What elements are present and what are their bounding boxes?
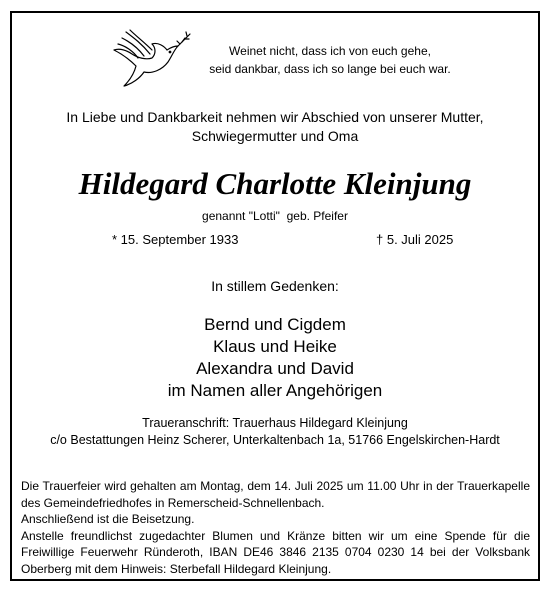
death-date: † 5. Juli 2025	[376, 232, 454, 247]
deceased-name: Hildegard Charlotte Kleinjung	[78, 166, 472, 201]
intro-text	[20, 108, 530, 146]
poem-line-2: seid dankbar, dass ich so lange bei euch war.	[209, 62, 451, 76]
address-line-2: c/o Bestattungen Heinz Scherer, Unterkaltenbach 1a, 51766 Engelskirchen-Hardt	[50, 433, 500, 447]
mourning-address	[20, 415, 530, 449]
dove-icon	[104, 28, 194, 90]
donation-text: Anstelle freundlichst zugedachter Blumen und Kränze bitten wir um eine Spende für die Freiwillige Feuerwehr Ründeroth, IBAN DE46 3846 2135 0704 0230 14 bei der Volksbank Oberberg mit dem Hinweis: Sterbefall Hildegard Kleinjung.	[21, 528, 530, 576]
ceremony-text: Die Trauerfeier wird gehalten am Montag, dem 14. Juli 2025 um 11.00 Uhr in der Trauerkapelle des Gemeindefriedhofes in Remerscheid-Schnellenbach.	[21, 479, 530, 510]
intro-line-2: Schwiegermutter und Oma	[191, 128, 359, 144]
mourner-name: Klaus und Heike	[213, 337, 337, 356]
mourner-name: Alexandra und David	[196, 359, 354, 378]
burial-text: Anschließend ist die Beisetzung.	[21, 512, 195, 526]
funeral-notes	[21, 478, 530, 577]
birth-date: * 15. September 1933	[112, 232, 239, 247]
mourner-name: Bernd und Cigdem	[204, 315, 346, 334]
mourners-heading: In stillem Gedenken:	[211, 278, 339, 294]
mourner-name: im Namen aller Angehörigen	[167, 381, 383, 400]
poem	[200, 42, 460, 78]
nickname-line: genannt "Lotti" geb. Pfeifer	[202, 209, 348, 223]
mourners-list	[20, 314, 530, 402]
intro-line-1: In Liebe und Dankbarkeit nehmen wir Abschied von unserer Mutter,	[66, 109, 484, 125]
poem-line-1: Weinet nicht, dass ich von euch gehe,	[229, 44, 431, 58]
address-line-1: Traueranschrift: Trauerhaus Hildegard Kleinjung	[142, 416, 408, 430]
